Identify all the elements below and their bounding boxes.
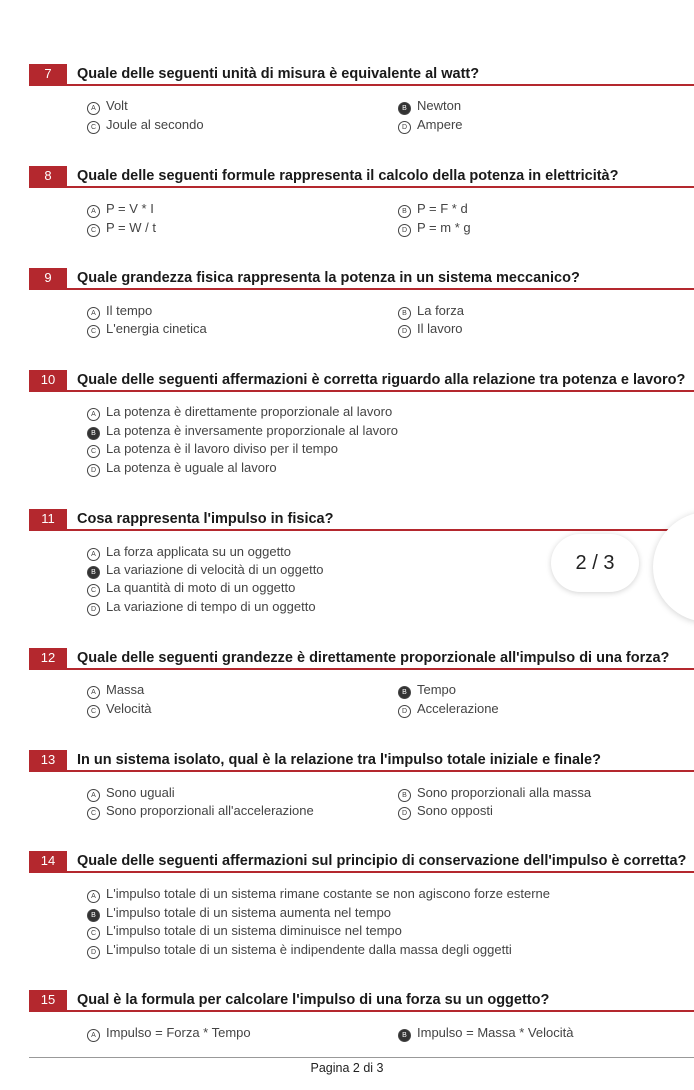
- question-number-badge: 13: [29, 750, 67, 770]
- option-text: Sono proporzionali alla massa: [417, 785, 592, 800]
- option-text: P = F * d: [417, 201, 468, 216]
- question-number-badge: 10: [29, 370, 67, 390]
- option-d[interactable]: [87, 941, 512, 959]
- option-text: L'impulso totale di un sistema diminuisce nel tempo: [106, 923, 402, 938]
- option-b[interactable]: [398, 1024, 573, 1042]
- question-13: [0, 750, 694, 818]
- option-a[interactable]: [87, 97, 128, 115]
- option-letter-icon: C: [87, 445, 100, 458]
- option-letter-icon: A: [87, 686, 100, 699]
- question-12: [0, 648, 694, 716]
- option-text: La quantità di moto di un oggetto: [106, 580, 296, 595]
- option-letter-icon: D: [398, 224, 411, 237]
- option-c[interactable]: [87, 700, 152, 718]
- question-text: Qual è la formula per calcolare l'impulso di una forza su un oggetto?: [77, 992, 550, 1008]
- option-text: Impulso = Massa * Velocità: [417, 1025, 574, 1040]
- option-letter-icon: C: [87, 584, 100, 597]
- question-divider: [29, 871, 694, 873]
- option-letter-icon: A: [87, 789, 100, 802]
- option-letter-icon: A: [87, 548, 100, 561]
- option-letter-icon: B: [398, 789, 411, 802]
- option-text: Joule al secondo: [106, 117, 204, 132]
- option-letter-icon: D: [87, 946, 100, 959]
- option-c[interactable]: [87, 320, 207, 338]
- question-number-badge: 11: [29, 509, 67, 529]
- question-number-badge: 15: [29, 990, 67, 1010]
- question-divider: [29, 84, 694, 86]
- option-text: Il lavoro: [417, 321, 463, 336]
- option-text: P = V * I: [106, 201, 154, 216]
- option-d[interactable]: [87, 598, 316, 616]
- option-text: La potenza è uguale al lavoro: [106, 460, 277, 475]
- option-d[interactable]: [87, 459, 277, 477]
- option-letter-icon: D: [398, 325, 411, 338]
- question-divider: [29, 390, 694, 392]
- option-letter-icon: B: [87, 909, 100, 922]
- option-letter-icon: B: [398, 1029, 411, 1042]
- option-c[interactable]: [87, 219, 156, 237]
- question-text: Cosa rappresenta l'impulso in fisica?: [77, 511, 334, 527]
- question-text: In un sistema isolato, qual è la relazione tra l'impulso totale iniziale e finale?: [77, 752, 601, 768]
- option-letter-icon: A: [87, 205, 100, 218]
- option-text: La potenza è inversamente proporzionale al lavoro: [106, 423, 398, 438]
- question-8: [0, 166, 694, 235]
- question-text: Quale delle seguenti affermazioni è corretta riguardo alla relazione tra potenza e lavoro?: [77, 372, 686, 388]
- option-text: La forza applicata su un oggetto: [106, 544, 292, 559]
- option-letter-icon: B: [398, 686, 411, 699]
- question-number-badge: 12: [29, 648, 67, 668]
- question-text: Quale delle seguenti unità di misura è equivalente al watt?: [77, 66, 480, 82]
- question-number-badge: 8: [29, 166, 67, 186]
- question-text: Quale delle seguenti formule rappresenta il calcolo della potenza in elettricità?: [77, 168, 619, 184]
- option-c[interactable]: [87, 802, 314, 820]
- option-a[interactable]: [87, 784, 175, 802]
- question-number-badge: 14: [29, 851, 67, 871]
- option-letter-icon: A: [87, 890, 100, 903]
- option-d[interactable]: [398, 320, 463, 338]
- option-d[interactable]: [398, 802, 493, 820]
- option-a[interactable]: [87, 885, 550, 903]
- option-letter-icon: C: [87, 325, 100, 338]
- option-letter-icon: C: [87, 224, 100, 237]
- option-letter-icon: B: [87, 566, 100, 579]
- option-a[interactable]: [87, 302, 152, 320]
- option-text: L'energia cinetica: [106, 321, 207, 336]
- option-a[interactable]: [87, 403, 392, 421]
- option-b[interactable]: [87, 561, 324, 579]
- option-letter-icon: C: [87, 807, 100, 820]
- question-15: [0, 990, 694, 1040]
- question-divider: [29, 770, 694, 772]
- question-text: Quale delle seguenti grandezze è direttamente proporzionale all'impulso di una forza?: [77, 650, 670, 666]
- question-7: [0, 64, 694, 132]
- option-letter-icon: D: [398, 121, 411, 134]
- page-indicator: 2 / 3: [551, 534, 639, 592]
- option-letter-icon: C: [87, 705, 100, 718]
- option-c[interactable]: [87, 922, 402, 940]
- option-text: Newton: [417, 98, 462, 113]
- option-a[interactable]: [87, 543, 291, 561]
- option-text: P = W / t: [106, 220, 156, 235]
- option-letter-icon: B: [398, 307, 411, 320]
- option-text: L'impulso totale di un sistema aumenta nel tempo: [106, 905, 392, 920]
- option-text: Velocità: [106, 701, 152, 716]
- option-d[interactable]: [398, 219, 471, 237]
- option-letter-icon: D: [87, 603, 100, 616]
- option-letter-icon: C: [87, 121, 100, 134]
- option-text: L'impulso totale di un sistema è indipendente dalla massa degli oggetti: [106, 942, 512, 957]
- question-10: [0, 370, 694, 475]
- option-text: Ampere: [417, 117, 463, 132]
- question-divider: [29, 529, 694, 531]
- question-number-badge: 9: [29, 268, 67, 288]
- option-a[interactable]: [87, 1024, 251, 1042]
- option-b[interactable]: [398, 784, 591, 802]
- option-text: Accelerazione: [417, 701, 499, 716]
- option-letter-icon: A: [87, 408, 100, 421]
- question-text: Quale delle seguenti affermazioni sul principio di conservazione dell'impulso è corretta?: [77, 853, 687, 869]
- question-number-badge: 7: [29, 64, 67, 84]
- question-9: [0, 268, 694, 336]
- footer-divider: [29, 1057, 694, 1058]
- option-letter-icon: B: [398, 205, 411, 218]
- option-b[interactable]: [398, 302, 464, 320]
- option-d[interactable]: [398, 116, 463, 134]
- option-letter-icon: B: [398, 102, 411, 115]
- option-b[interactable]: [87, 904, 391, 922]
- option-text: Il tempo: [106, 303, 153, 318]
- question-divider: [29, 186, 694, 188]
- option-text: La variazione di velocità di un oggetto: [106, 562, 324, 577]
- question-divider: [29, 668, 694, 670]
- option-d[interactable]: [398, 700, 499, 718]
- option-b[interactable]: [398, 681, 456, 699]
- option-text: L'impulso totale di un sistema rimane costante se non agiscono forze esterne: [106, 886, 551, 901]
- option-letter-icon: A: [87, 1029, 100, 1042]
- option-letter-icon: C: [87, 927, 100, 940]
- option-letter-icon: D: [398, 807, 411, 820]
- option-text: Sono opposti: [417, 803, 493, 818]
- option-text: La forza: [417, 303, 464, 318]
- option-b[interactable]: [398, 200, 468, 218]
- option-c[interactable]: [87, 116, 204, 134]
- question-divider: [29, 288, 694, 290]
- option-text: Tempo: [417, 682, 457, 697]
- question-text: Quale grandezza fisica rappresenta la potenza in un sistema meccanico?: [77, 270, 580, 286]
- option-text: P = m * g: [417, 220, 471, 235]
- option-b[interactable]: [398, 97, 461, 115]
- page-footer: Pagina 2 di 3: [310, 1061, 384, 1075]
- option-letter-icon: D: [87, 464, 100, 477]
- option-text: La potenza è direttamente proporzionale al lavoro: [106, 404, 393, 419]
- option-letter-icon: A: [87, 102, 100, 115]
- question-14: [0, 851, 694, 957]
- option-a[interactable]: [87, 200, 154, 218]
- option-letter-icon: D: [398, 705, 411, 718]
- option-text: Massa: [106, 682, 145, 697]
- option-text: Impulso = Forza * Tempo: [106, 1025, 251, 1040]
- option-b[interactable]: [87, 422, 398, 440]
- option-c[interactable]: [87, 440, 338, 458]
- option-c[interactable]: [87, 579, 295, 597]
- option-text: Sono uguali: [106, 785, 175, 800]
- option-a[interactable]: [87, 681, 144, 699]
- option-letter-icon: A: [87, 307, 100, 320]
- option-text: Sono proporzionali all'accelerazione: [106, 803, 314, 818]
- option-text: La variazione di tempo di un oggetto: [106, 599, 316, 614]
- option-letter-icon: B: [87, 427, 100, 440]
- option-text: Volt: [106, 98, 128, 113]
- question-divider: [29, 1010, 694, 1012]
- option-text: La potenza è il lavoro diviso per il tempo: [106, 441, 338, 456]
